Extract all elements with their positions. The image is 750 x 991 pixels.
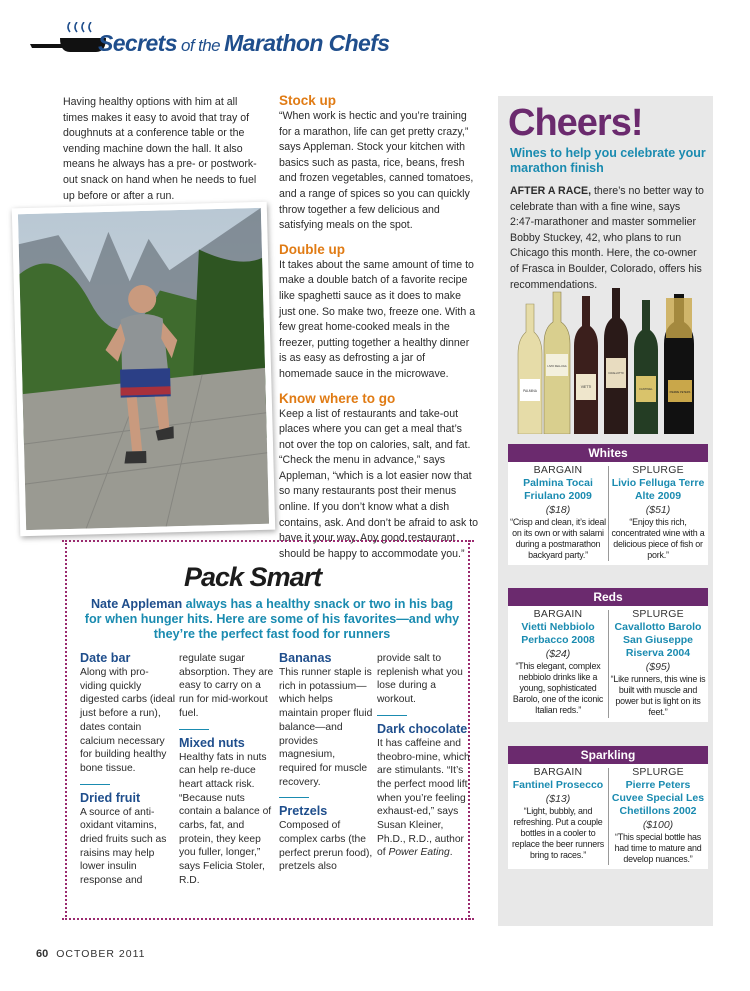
wine-section-reds (508, 588, 708, 722)
wine-splurge: SPLURGE Cavallotto Barolo San Giuseppe Riserva 2004 ($95) “Like runners, this wine is built with muscle and power but is light on its feet.” (610, 608, 706, 717)
pack-smart-subtitle: Nate Appleman always has a healthy snack or two in his bag for when hunger hits. Here are some of his favorites—and why they’re the perfect fast food for runners (84, 597, 460, 641)
wine-section-sparkling (508, 746, 708, 869)
snack-heading: Mixed nuts (179, 735, 245, 750)
snack-body: It has caffeine and theobro-mine, which are stimulants. “It’s the perfect mood lift when you’re feeling exhaust-ed,” says Susan Kleiner, Ph.D., R.D., author of Power Eating. (377, 737, 470, 859)
wine-bottles-image (508, 284, 708, 434)
snack-heading: Dried fruit (80, 790, 141, 805)
issue-date: OCTOBER 2011 (56, 948, 146, 960)
snack-body: regulate sugar absorption. They are easy to carry on a run for mid-workout fuel. (179, 653, 274, 719)
snack-heading: Dark chocolate (377, 721, 468, 736)
tip-body: It takes about the same amount of time to make a double batch of a favorite recipe like spaghetti sauce as it does to make just one. So make two, freeze one. With a few great home-cooked meals in the freezer, putting together a healthy dinner is as easy as defrosting a jar of homemade sauce in the microwave. (279, 258, 476, 380)
tip-heading: Stock up (279, 93, 337, 108)
bottle-label-livio-felluga: LIVIO FELLUGA (547, 365, 567, 368)
wine-category-bar: Whites (508, 444, 708, 462)
snack-body: This runner staple is rich in potassium—which helps maintain proper fluid balance—and provides magnesium, required for muscle recovery. (279, 667, 373, 788)
page-folio (36, 948, 145, 960)
section-header (20, 14, 420, 64)
pack-column-2 (179, 652, 274, 888)
wine-section-whites (508, 444, 708, 565)
snack-body: A source of anti-oxidant vitamins, dried fruits such as raisins may help lower insulin response and (80, 806, 167, 887)
wine-category-bar: Reds (508, 588, 708, 606)
snack-body: provide salt to replenish what you lose during a workout. (377, 653, 463, 706)
bottle-label-pierre-peters: PIERRE PETERS (669, 391, 691, 394)
pack-column-4 (377, 652, 472, 860)
section-title: Secrets of the Marathon Chefs (98, 30, 390, 56)
tip-heading: Double up (279, 241, 345, 257)
snack-heading: Bananas (279, 651, 332, 665)
cheers-sidebar (498, 96, 713, 926)
wine-splurge: SPLURGE Pierre Peters Cuvee Special Les Chetillons 2002 ($100) “This special bottle has had time to mature and develop nuances.” (611, 766, 705, 864)
wine-category-bar: Sparkling (508, 746, 708, 764)
wine-bargain: BARGAIN Fantinel Prosecco ($13) “Light, bubbly, and refreshing. Put a couple bottles in a cooler to replace the beer runners bring to races.” (512, 766, 604, 860)
cheers-intro: AFTER A RACE, there’s no better way to celebrate than with a fine wine, says 2:47-marathoner and master sommelier Bobby Stuckey, 42, who plans to run Chicago this month. Here, the co-owner of Frasca in Boulder, Colorado, offers his recommendations. (510, 185, 704, 291)
pack-smart-title: Pack Smart (184, 562, 322, 592)
snack-heading: Date bar (80, 651, 131, 665)
page-number: 60 (36, 948, 49, 960)
runner-photo (12, 202, 275, 537)
cheers-subtitle: Wines to help you celebrate your marathon finish (510, 146, 706, 175)
bottle-label-cavallotto: CAVALLOTTO (608, 372, 624, 375)
bottle-label-palmina: PALMINA (523, 389, 537, 393)
tip-heading: Know where to go (279, 390, 396, 406)
pack-border-bottom (62, 918, 474, 920)
intro-paragraph: Having healthy options with him at all times makes it easy to avoid that tray of doughnuts at a conference table or the vending machine down the hall. It also means he always has a pre- or postwork-out snack on hand when he needs to fuel up before or after a run. (63, 96, 257, 202)
pack-column-3 (279, 651, 374, 874)
wine-splurge: SPLURGE Livio Felluga Terre Alte 2009 ($51) “Enjoy this rich, concentrated wine with a delicious piece of fish or pork.” (611, 464, 705, 560)
snack-body: Composed of complex carbs (the perfect prerun food), pretzels also (279, 820, 373, 873)
cheers-title: Cheers! (508, 102, 643, 144)
bottle-label-vietti: VIETTI (580, 385, 592, 389)
tip-body: Keep a list of restaurants and take-out places where you can get a meal that’s not over the top on calories, salt, and fat. “Check the menu in advance,” says Appleman, “which is a lot easier now that so many restaurants post their menus online. If you don’t know what a dish contains, ask. And don’t be afraid to ask to have it your way. Any good restaurant should be happy to accommodate you.” (279, 407, 479, 560)
pack-column-1 (80, 651, 175, 888)
wine-bargain: BARGAIN Palmina Tocai Friulano 2009 ($18) “Crisp and clean, it’s ideal on its own or with salami during a postmarathon backyard party.” (510, 464, 606, 560)
wine-bargain: BARGAIN Vietti Nebbiolo Perbacco 2008 ($24) “This elegant, complex nebbiolo drinks like a young, sophisticated Barolo, one of the iconic Italian reds.” (512, 608, 604, 715)
snack-body: Along with pro-viding quickly digested carbs (ideal just before a run), dates contain calcium necessary for building healthy bone tissue. (80, 667, 176, 774)
snack-heading: Pretzels (279, 804, 328, 819)
bottle-label-fantinel: FANTINEL (639, 387, 653, 391)
tip-body: “When work is hectic and you’re training for a marathon, life can get pretty crazy,” says Appleman. Stock your kitchen with basics such as pasta, rice, beans, fresh and frozen vegetables, canned tomatoes, and a range of spices so you can quickly throw together a few delicious and satisfying meals on the spot. (279, 110, 474, 232)
snack-body: Healthy fats in nuts can help re-duce heart attack risk. “Because nuts contain a balance of carbs, fat, and protein, they keep you fuller, longer,” says Felicia Stoler, R.D. (179, 751, 272, 886)
runner-illustration (18, 208, 269, 530)
tips-column (279, 93, 479, 562)
